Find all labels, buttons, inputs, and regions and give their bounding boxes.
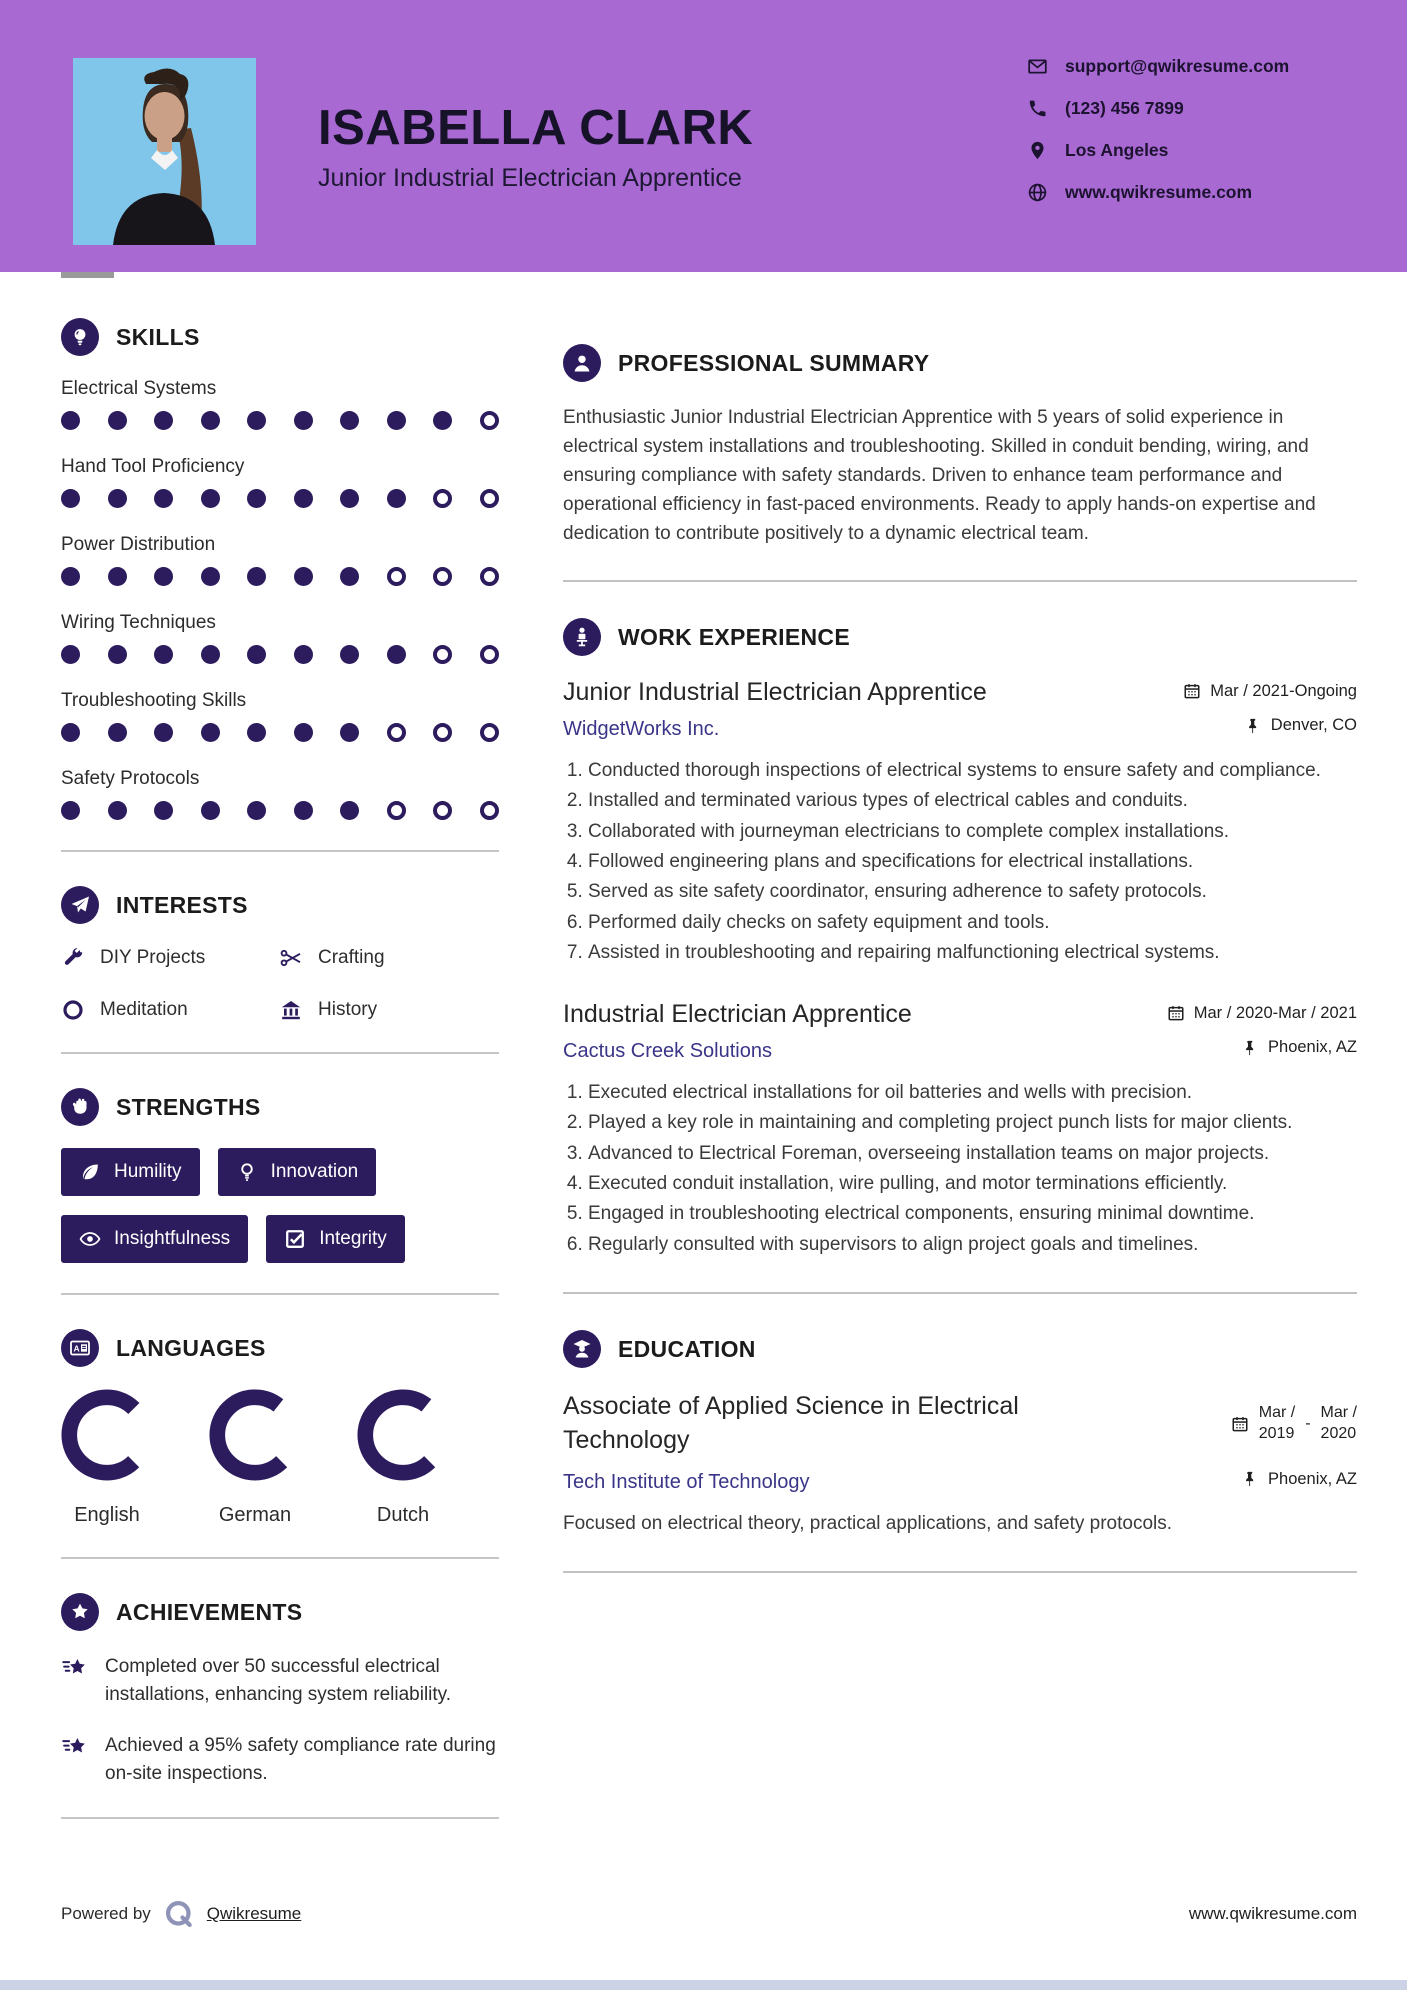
strength-badge [266, 1215, 405, 1263]
profile-photo [73, 58, 256, 245]
language-name: Dutch [376, 1504, 430, 1526]
rating-dot-filled [201, 489, 220, 508]
skill-name: Power Distribution [61, 534, 216, 555]
candidate-title: Junior Industrial Electrician Apprentice [318, 164, 742, 192]
qwikresume-logo [162, 1897, 196, 1931]
achievement-text: Achieved a 95% safety compliance rate during on-site inspections. [105, 1735, 496, 1784]
rating-dot-filled [294, 411, 313, 430]
skill-name: Electrical Systems [61, 378, 217, 399]
rating-dot-empty [387, 801, 406, 820]
job-location-text: Phoenix, AZ [1268, 1038, 1357, 1057]
language-gauge [61, 1389, 153, 1486]
contact-item [1027, 182, 1289, 203]
interest-item [61, 998, 279, 1022]
rating-dot-filled [201, 645, 220, 664]
job-bullet: 6. Regularly consulted with supervisors to align project goals and timelines. [588, 1231, 1357, 1258]
skill-item [61, 456, 499, 508]
education-dates [1231, 1390, 1357, 1458]
rating-dot-filled [340, 489, 359, 508]
content [0, 272, 1407, 1853]
interest-label: History [318, 999, 378, 1020]
rating-dot-filled [387, 645, 406, 664]
job-bullet: 7. Assisted in troubleshooting and repairing malfunctioning electrical systems. [588, 939, 1357, 966]
languages-header [61, 1329, 499, 1367]
bulb-icon [236, 1161, 258, 1183]
strength-label: Humility [114, 1161, 182, 1182]
globe-icon [1027, 182, 1048, 203]
rating-dot-filled [294, 723, 313, 742]
rating-dot-empty [480, 567, 499, 586]
contact-item [1027, 56, 1289, 77]
rating-dot-filled [294, 489, 313, 508]
skill-rating [61, 801, 499, 820]
rating-dot-filled [294, 801, 313, 820]
skill-name: Troubleshooting Skills [61, 690, 247, 711]
rating-dot-empty [480, 411, 499, 430]
rating-dot-empty [480, 489, 499, 508]
summary-header [563, 344, 1357, 382]
calendar-icon [1231, 1415, 1249, 1433]
strength-label: Integrity [319, 1228, 387, 1249]
strengths-title: STRENGTHS [116, 1093, 261, 1120]
job-sub [563, 1038, 1357, 1063]
job-bullet: 3. Collaborated with journeyman electricians to complete complex installations. [588, 818, 1357, 845]
interests-list [61, 946, 499, 1022]
rating-dot-filled [294, 645, 313, 664]
job-head [563, 1000, 1357, 1029]
sidebar [61, 318, 499, 1853]
skill-name: Hand Tool Proficiency [61, 456, 245, 477]
skill-item [61, 768, 499, 820]
skills-header [61, 318, 499, 356]
divider [61, 850, 499, 852]
achievements-section [61, 1593, 499, 1787]
rating-dot-filled [108, 411, 127, 430]
header-accent-tab [61, 272, 114, 278]
skill-rating [61, 567, 499, 586]
rating-dot-filled [61, 489, 80, 508]
star-circle-icon [61, 1593, 99, 1631]
language-item [61, 1389, 153, 1527]
date-to: Mar / 2020 [1320, 1404, 1357, 1442]
job-company: Cactus Creek Solutions [563, 1039, 772, 1062]
interest-item [61, 946, 279, 970]
language-item [209, 1389, 301, 1527]
calendar-icon [1167, 1004, 1185, 1022]
rating-dot-filled [387, 489, 406, 508]
job-role: Industrial Electrician Apprentice [563, 1000, 912, 1029]
rating-dot-filled [340, 567, 359, 586]
rating-dot-filled [61, 801, 80, 820]
skill-item [61, 534, 499, 586]
strengths-header [61, 1088, 499, 1126]
rating-dot-filled [154, 411, 173, 430]
jobs-list [563, 678, 1357, 1258]
contact-item [1027, 98, 1289, 119]
museum-icon [279, 998, 303, 1022]
divider [61, 1052, 499, 1054]
wrench-icon [61, 946, 85, 970]
interest-item [279, 998, 499, 1022]
job-role: Junior Industrial Electrician Apprentice [563, 678, 987, 707]
work-section [563, 618, 1357, 1258]
contact-text: Los Angeles [1065, 140, 1169, 160]
rating-dot-empty [433, 801, 452, 820]
rating-dot-empty [433, 567, 452, 586]
job-dates [1167, 1004, 1357, 1023]
interest-label: Meditation [100, 999, 188, 1020]
job-bullets [563, 757, 1357, 967]
school-name: Tech Institute of Technology [563, 1471, 810, 1494]
rating-dot-filled [154, 567, 173, 586]
contact-text: www.qwikresume.com [1065, 182, 1253, 202]
bottom-strip [0, 1980, 1407, 1990]
person-icon [563, 344, 601, 382]
job-dates [1183, 682, 1357, 701]
fist-icon [61, 1088, 99, 1126]
skills-title: SKILLS [116, 323, 200, 350]
contact-text: (123) 456 7899 [1065, 98, 1184, 118]
job-bullet: 5. Served as site safety coordinator, ensuring adherence to safety protocols. [588, 878, 1357, 905]
skill-rating [61, 723, 499, 742]
rating-dot-empty [433, 645, 452, 664]
office-chair-icon [563, 618, 601, 656]
rating-dot-filled [340, 723, 359, 742]
footer [61, 1897, 1357, 1931]
rating-dot-filled [108, 567, 127, 586]
rating-dot-empty [480, 723, 499, 742]
skill-rating [61, 645, 499, 664]
job-bullet: 4. Executed conduit installation, wire pulling, and motor terminations efficiently. [588, 1170, 1357, 1197]
education-location: Phoenix, AZ [1241, 1470, 1357, 1489]
lightbulb-icon [61, 318, 99, 356]
interest-label: Crafting [318, 947, 385, 968]
rating-dot-filled [340, 411, 359, 430]
rating-dot-empty [433, 489, 452, 508]
rating-dot-filled [61, 723, 80, 742]
divider [563, 1292, 1357, 1294]
qwikresume-link[interactable]: Qwikresume [206, 1904, 302, 1923]
contact-text: support@qwikresume.com [1065, 56, 1290, 76]
languages-title: LANGUAGES [116, 1334, 266, 1361]
rating-dot-filled [247, 723, 266, 742]
job-bullet: 2. Installed and terminated various types of electrical cables and conduits. [588, 787, 1357, 814]
shooting-star-icon [61, 1655, 88, 1682]
achievement-item [61, 1653, 499, 1708]
achievements-list [61, 1653, 499, 1787]
rating-dot-empty [387, 723, 406, 742]
language-name: English [74, 1504, 140, 1526]
skills-list [61, 378, 499, 820]
job-bullet: 4. Followed engineering plans and specifications for electrical installations. [588, 848, 1357, 875]
language-name: German [218, 1504, 292, 1526]
education-description: Focused on electrical theory, practical applications, and safety protocols. [563, 1513, 1173, 1535]
job-location [1244, 716, 1357, 735]
skill-item [61, 612, 499, 664]
location-icon [1027, 140, 1048, 161]
work-title: WORK EXPERIENCE [618, 623, 850, 650]
candidate-name: ISABELLA CLARK [318, 101, 754, 155]
rating-dot-filled [201, 801, 220, 820]
skill-item [61, 690, 499, 742]
education-title: EDUCATION [618, 1335, 756, 1362]
strength-badge [61, 1148, 200, 1196]
divider [563, 580, 1357, 582]
job-bullet: 5. Engaged in troubleshooting electrical components, ensuring minimal downtime. [588, 1200, 1357, 1227]
language-gauge [357, 1389, 449, 1486]
rating-dot-empty [387, 567, 406, 586]
rating-dot-filled [201, 723, 220, 742]
contact-item [1027, 140, 1289, 161]
skill-name: Safety Protocols [61, 768, 200, 789]
rating-dot-filled [108, 801, 127, 820]
summary-title: PROFESSIONAL SUMMARY [618, 349, 930, 376]
date-separator: - [1305, 1414, 1311, 1432]
rating-dot-filled [154, 489, 173, 508]
strengths-list [61, 1148, 499, 1263]
checkbox-icon [284, 1228, 306, 1250]
skill-name: Wiring Techniques [61, 612, 216, 633]
shooting-star-icon [61, 1734, 88, 1761]
rating-dot-filled [247, 801, 266, 820]
interests-title: INTERESTS [116, 891, 248, 918]
eye-icon [79, 1228, 101, 1250]
rating-dot-filled [154, 645, 173, 664]
powered-by: Powered by Qwikresume [61, 1897, 301, 1931]
rating-dot-filled [201, 567, 220, 586]
job-bullet: 6. Performed daily checks on safety equipment and tools. [588, 909, 1357, 936]
achievements-title: ACHIEVEMENTS [116, 1598, 303, 1625]
divider [563, 1571, 1357, 1573]
achievement-text: Completed over 50 successful electrical installations, enhancing system reliability. [105, 1656, 452, 1705]
summary-section [563, 344, 1357, 548]
language-gauge [209, 1389, 301, 1486]
skill-item [61, 378, 499, 430]
rating-dot-filled [247, 645, 266, 664]
job-sub [563, 716, 1357, 741]
identity-block [318, 100, 753, 193]
rating-dot-filled [154, 801, 173, 820]
leaf-icon [79, 1161, 101, 1183]
job-bullet: 1. Executed electrical installations for oil batteries and wells with precision. [588, 1079, 1357, 1106]
date-from: Mar / 2019 [1258, 1404, 1296, 1442]
job-bullet: 3. Advanced to Electrical Foreman, overseeing installation teams on major projects. [588, 1140, 1357, 1167]
calendar-icon [1183, 682, 1201, 700]
paper-plane-icon [61, 886, 99, 924]
strength-badge [218, 1148, 377, 1196]
education-head [563, 1390, 1357, 1458]
rating-dot-filled [61, 411, 80, 430]
rating-dot-filled [433, 411, 452, 430]
translate-icon [61, 1329, 99, 1367]
work-header [563, 618, 1357, 656]
ring-icon [61, 998, 85, 1022]
job-location [1241, 1038, 1357, 1057]
job-dates-text: Mar / 2020-Mar / 2021 [1193, 1003, 1357, 1022]
languages-section [61, 1329, 499, 1527]
rating-dot-filled [108, 489, 127, 508]
job-bullets [563, 1079, 1357, 1258]
rating-dot-empty [480, 801, 499, 820]
skill-rating [61, 489, 499, 508]
skill-rating [61, 411, 499, 430]
divider [61, 1817, 499, 1819]
phone-icon [1027, 98, 1048, 119]
rating-dot-filled [108, 723, 127, 742]
job-dates-text: Mar / 2021-Ongoing [1210, 681, 1357, 700]
portrait-illustration [73, 58, 256, 245]
main-column [563, 318, 1357, 1853]
rating-dot-filled [108, 645, 127, 664]
graduate-icon [563, 1330, 601, 1368]
interest-item [279, 946, 499, 970]
education-section [563, 1330, 1357, 1539]
degree-title: Associate of Applied Science in Electrical Technology [563, 1392, 1019, 1454]
svg-text:A: A [73, 1343, 80, 1354]
scissors-icon [279, 946, 303, 970]
job-head [563, 678, 1357, 707]
rating-dot-filled [201, 411, 220, 430]
pushpin-icon [1244, 717, 1262, 735]
strengths-section [61, 1088, 499, 1263]
job-bullet: 1. Conducted thorough inspections of electrical systems to ensure safety and compliance. [588, 757, 1357, 784]
strength-label: Insightfulness [114, 1228, 231, 1249]
education-sub [563, 1470, 1357, 1495]
rating-dot-filled [340, 645, 359, 664]
contact-list [1027, 56, 1289, 203]
job-entry [563, 678, 1357, 966]
achievements-header [61, 1593, 499, 1631]
rating-dot-filled [61, 567, 80, 586]
summary-text: Enthusiastic Junior Industrial Electrician Apprentice with 5 years of solid experience in electrical system installations and troubleshooting. Skilled in conduit bending, wiring, and ensuring compliance with safety standards. Driven to enhance team performance and operational efficiency in fast-paced environments. Ready to apply hands-on expertise and dedication to contribute positively to a dynamic electrical team. [563, 407, 1316, 544]
header [0, 0, 1407, 272]
rating-dot-filled [340, 801, 359, 820]
rating-dot-filled [247, 411, 266, 430]
achievement-item [61, 1732, 499, 1787]
divider [61, 1293, 499, 1295]
rating-dot-filled [154, 723, 173, 742]
strength-badge [61, 1215, 248, 1263]
job-entry [563, 1000, 1357, 1258]
rating-dot-filled [387, 411, 406, 430]
divider [61, 1557, 499, 1559]
languages-list [61, 1389, 499, 1527]
strength-label: Innovation [270, 1161, 359, 1182]
job-bullet: 2. Played a key role in maintaining and completing project punch lists for major clients. [588, 1109, 1357, 1136]
interests-section [61, 886, 499, 1022]
rating-dot-empty [433, 723, 452, 742]
rating-dot-filled [294, 567, 313, 586]
interests-header [61, 886, 499, 924]
rating-dot-filled [247, 567, 266, 586]
education-header [563, 1330, 1357, 1368]
language-item [357, 1389, 449, 1527]
pushpin-icon [1241, 1039, 1259, 1057]
job-location-text: Denver, CO [1270, 716, 1357, 735]
skills-section [61, 318, 499, 820]
rating-dot-empty [480, 645, 499, 664]
rating-dot-filled [247, 489, 266, 508]
interest-label: DIY Projects [100, 947, 206, 968]
email-icon [1027, 56, 1048, 77]
footer-url: www.qwikresume.com [1188, 1904, 1357, 1923]
pushpin-icon [1241, 1470, 1259, 1488]
job-company: WidgetWorks Inc. [563, 717, 720, 740]
rating-dot-filled [61, 645, 80, 664]
